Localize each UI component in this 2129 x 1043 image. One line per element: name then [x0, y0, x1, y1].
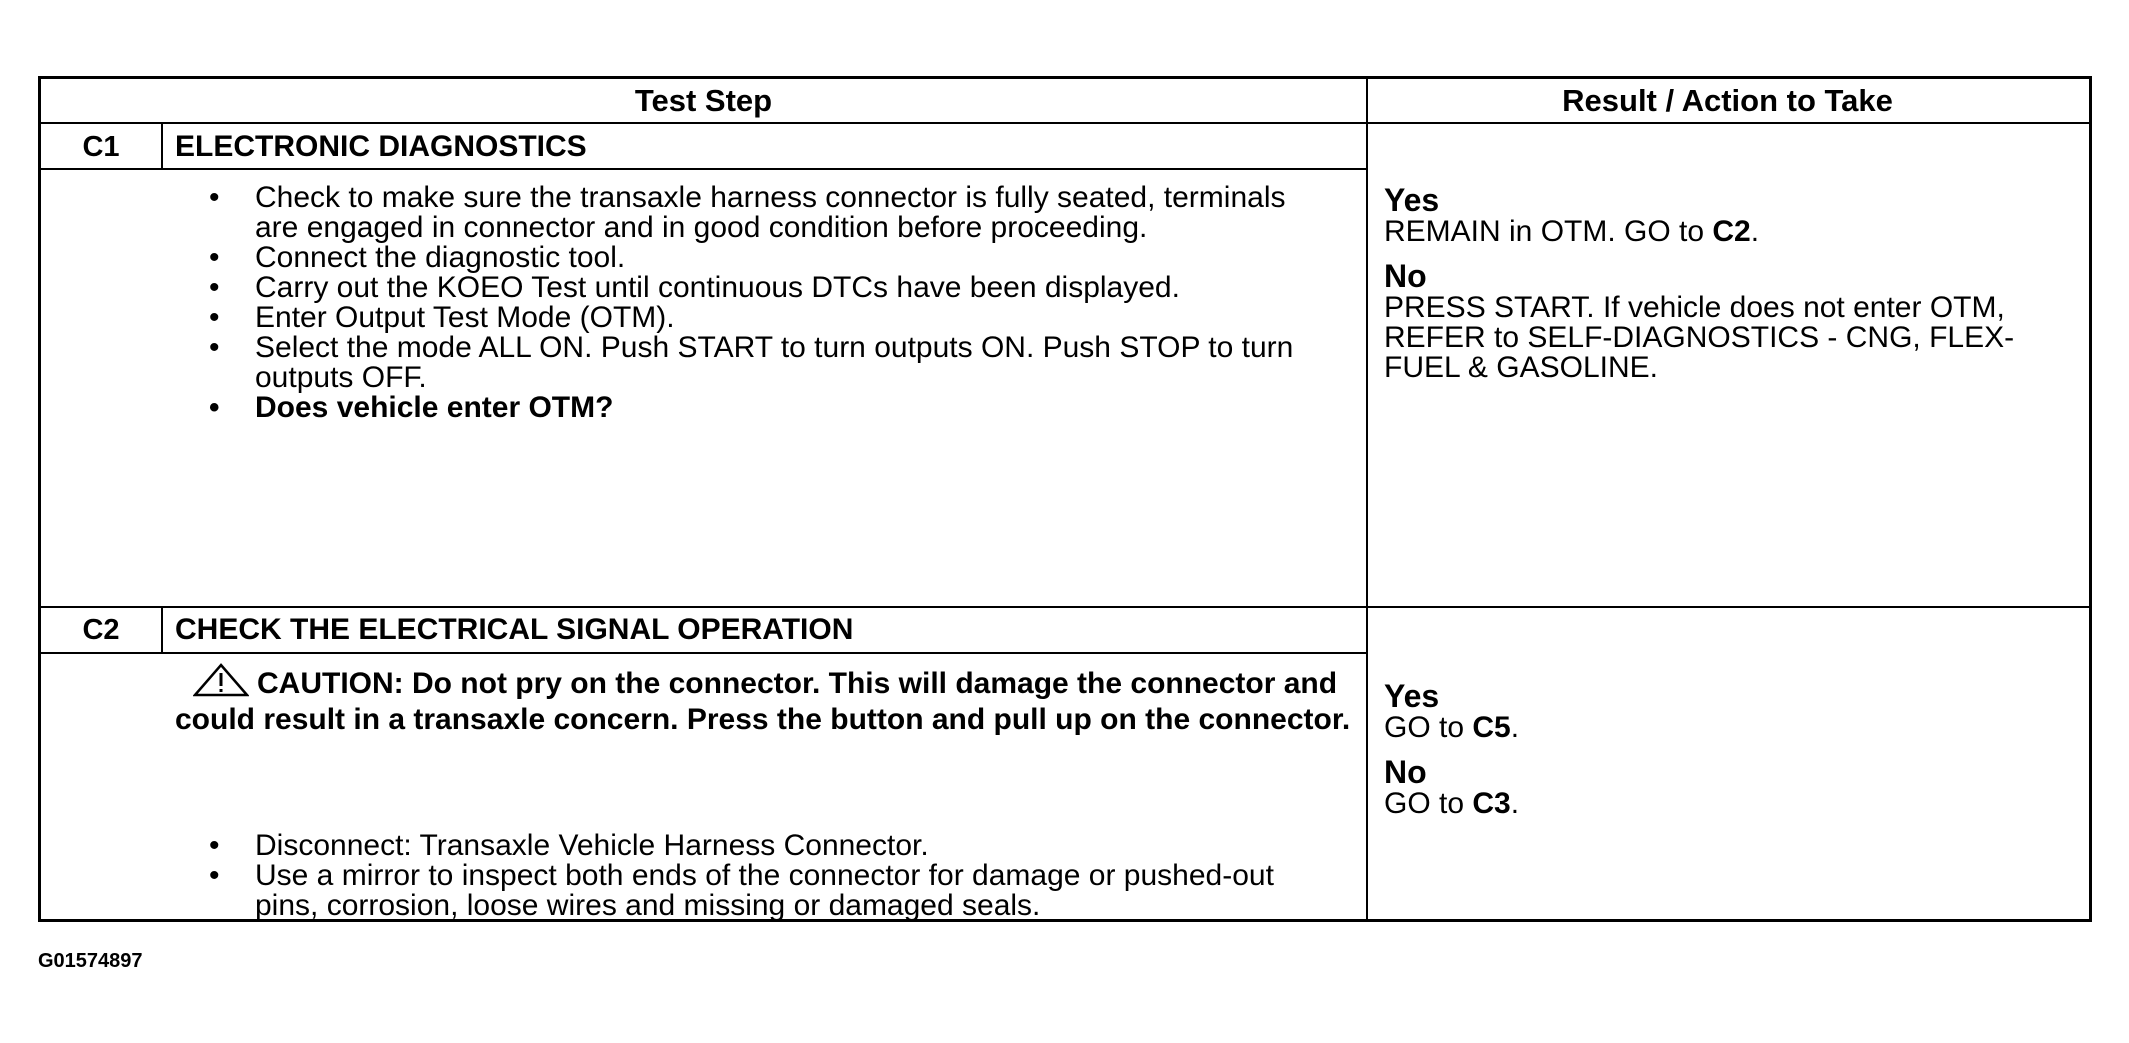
step-reference: C3	[1472, 787, 1511, 820]
action-text: GO to	[1384, 711, 1473, 744]
bullet-mark: •	[209, 271, 220, 304]
step-c2-bullets	[201, 831, 1321, 921]
caution-note	[175, 663, 1355, 736]
bullet-mark: •	[209, 859, 220, 892]
no-action: PRESS START. If vehicle does not enter OTM, REFER to SELF-DIAGNOSTICS - CNG, FLEX-FUEL & GASOLINE.	[1384, 291, 2015, 384]
list-item	[201, 831, 1321, 861]
step-c2-result	[1384, 679, 2084, 831]
yes-action	[1384, 217, 2084, 247]
no-action	[1384, 789, 2084, 819]
bullet-mark: •	[209, 391, 220, 424]
step-id-c2: C2	[82, 614, 120, 646]
bullet-text: Disconnect: Transaxle Vehicle Harness Connector.	[255, 829, 929, 862]
step-title-divider	[41, 168, 1366, 170]
yes-action	[1384, 713, 2084, 743]
bullet-mark: •	[209, 241, 220, 274]
bullet-mark: •	[209, 301, 220, 334]
list-item	[201, 333, 1321, 393]
bullet-text: Connect the diagnostic tool.	[255, 241, 626, 274]
yes-label: Yes	[1384, 182, 1440, 218]
bullet-mark: •	[209, 331, 220, 364]
caution-text: CAUTION: Do not pry on the connector. This will damage the connector and could result in a transaxle concern. Press the button and pull up on the connector.	[175, 667, 1351, 736]
list-item	[201, 393, 1321, 423]
step-id-c1: C1	[82, 131, 120, 163]
header-result-action: Result / Action to Take	[1366, 79, 2089, 124]
column-divider	[1366, 79, 1368, 919]
step-id-divider	[161, 124, 163, 168]
action-punct: .	[1510, 787, 1520, 820]
diagnostic-table	[38, 76, 2092, 922]
step-title-divider	[41, 652, 1366, 654]
list-item	[201, 861, 1321, 921]
bullet-mark: •	[209, 829, 220, 862]
list-item	[201, 243, 1321, 273]
no-label: No	[1384, 258, 1427, 294]
figure-code: G01574897	[38, 950, 143, 972]
step-c1-bullets	[201, 183, 1321, 423]
step-id-divider	[161, 606, 163, 652]
action-punct: .	[1510, 711, 1520, 744]
bullet-text: Check to make sure the transaxle harness connector is fully seated, terminals are engaged in connector and in good condition before proceeding.	[255, 181, 1286, 244]
step-title-c2: CHECK THE ELECTRICAL SIGNAL OPERATION	[175, 613, 854, 646]
no-label: No	[1384, 754, 1427, 790]
bullet-text: Select the mode ALL ON. Push START to turn outputs ON. Push STOP to turn outputs OFF.	[255, 331, 1294, 394]
bullet-mark: •	[209, 181, 220, 214]
step-reference: C2	[1712, 215, 1751, 248]
yes-label: Yes	[1384, 678, 1440, 714]
bullet-text: Carry out the KOEO Test until continuous DTCs have been displayed.	[255, 271, 1180, 304]
list-item	[201, 183, 1321, 243]
list-item	[201, 273, 1321, 303]
step-title-c1: ELECTRONIC DIAGNOSTICS	[175, 130, 587, 163]
step-c1-result	[1384, 183, 2084, 395]
bullet-text: Does vehicle enter OTM?	[255, 391, 614, 424]
step-row-divider	[41, 606, 2089, 608]
list-item	[201, 303, 1321, 333]
step-reference: C5	[1472, 711, 1511, 744]
warning-triangle-icon	[193, 663, 249, 704]
action-text: REMAIN in OTM. GO to	[1384, 215, 1713, 248]
header-test-step: Test Step	[41, 79, 1366, 124]
bullet-text: Enter Output Test Mode (OTM).	[255, 301, 675, 334]
action-text: GO to	[1384, 787, 1473, 820]
bullet-text: Use a mirror to inspect both ends of the connector for damage or pushed-out pins, corrosion, loose wires and missing or damaged seals.	[255, 859, 1274, 922]
action-punct: .	[1750, 215, 1760, 248]
